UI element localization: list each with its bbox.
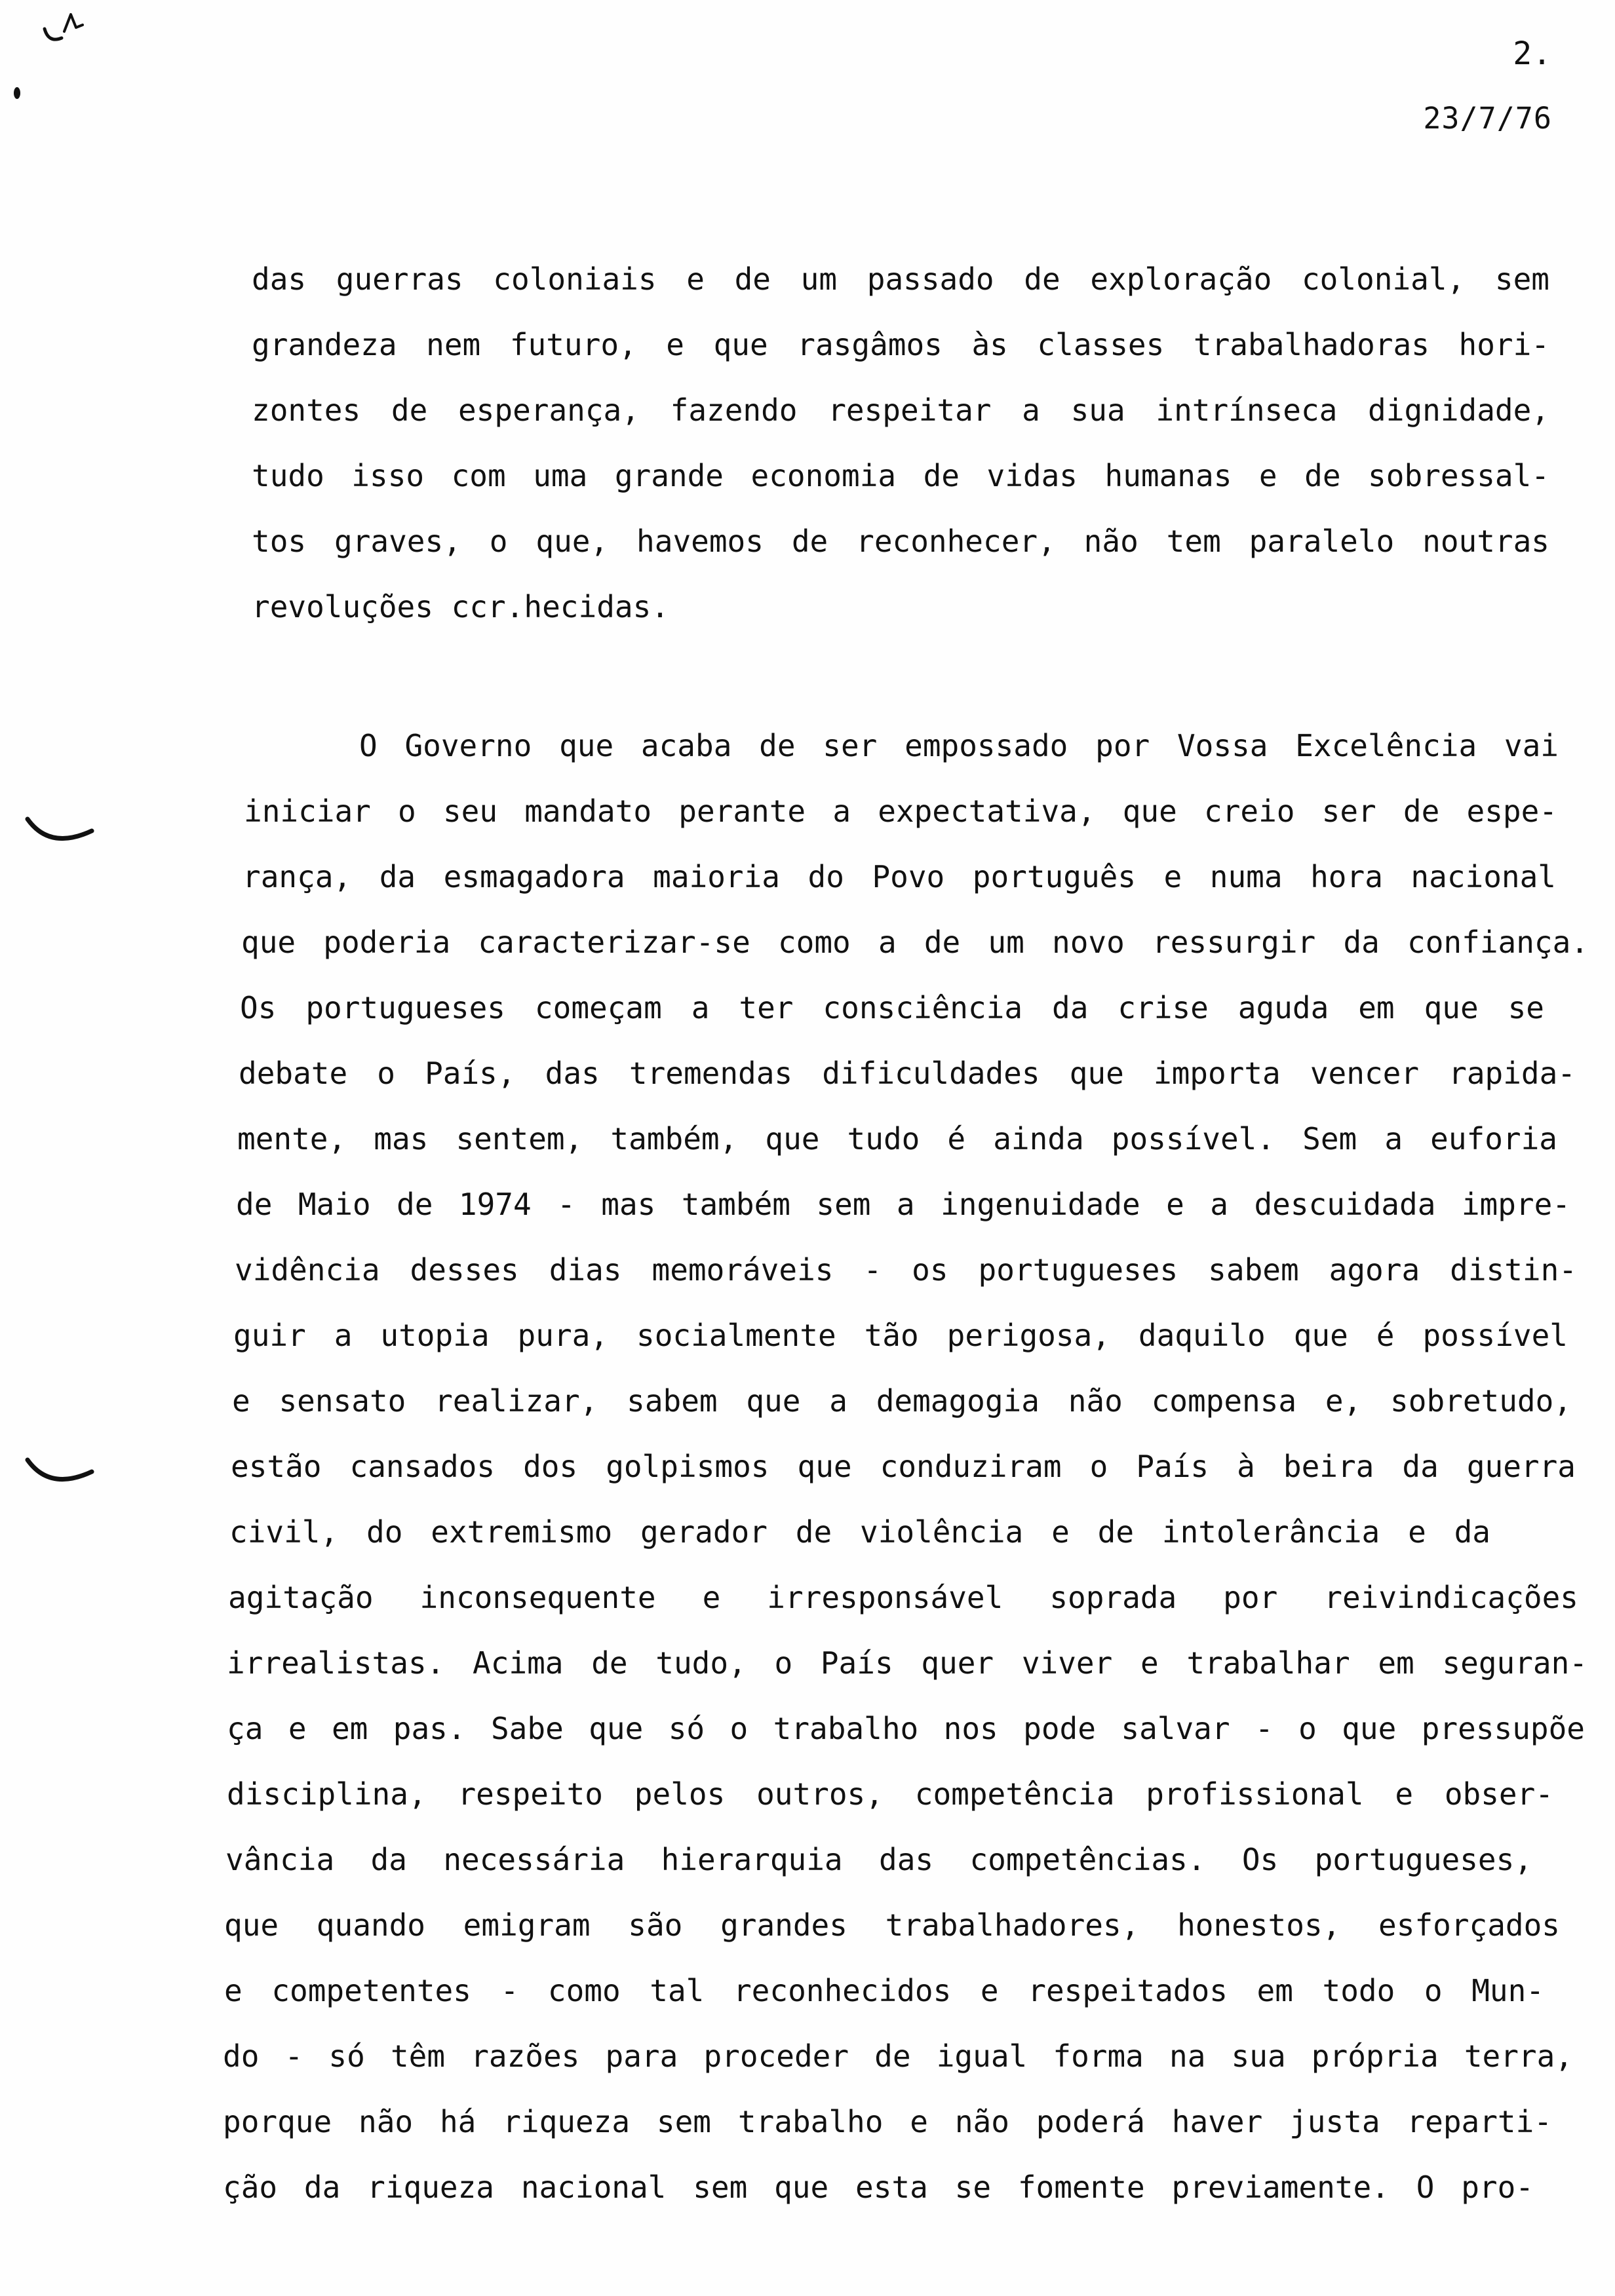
binder-hole-mark xyxy=(24,813,96,852)
binder-hole-mark xyxy=(24,1453,96,1493)
text-line: zontes de esperança, fazendo respeitar a sua intrínseca dignidade, xyxy=(252,392,1549,428)
text-line: vância da necessária hierarquia das competências. Os portugueses, xyxy=(225,1842,1532,1877)
text-line: mente, mas sentem, também, que tudo é ainda possível. Sem a euforia xyxy=(237,1121,1557,1157)
handwritten-mark xyxy=(39,9,98,55)
text-line: estão cansados dos golpismos que conduziram o País à beira da guerra xyxy=(231,1449,1576,1484)
text-line: do - só têm razões para proceder de igual forma na sua própria terra, xyxy=(223,2038,1573,2074)
text-line: guir a utopia pura, socialmente tão perigosa, daquilo que é possível xyxy=(233,1318,1568,1353)
text-line: e competentes - como tal reconhecidos e respeitados em todo o Mun- xyxy=(224,1973,1544,2008)
text-line: rança, da esmagadora maioria do Povo português e numa hora nacional xyxy=(243,859,1556,894)
text-line: porque não há riqueza sem trabalho e não poderá haver justa reparti- xyxy=(223,2104,1552,2139)
page-number: 2. xyxy=(1513,35,1552,72)
text-line: tudo isso com uma grande economia de vidas humanas e de sobressal- xyxy=(252,458,1549,493)
text-line: de Maio de 1974 - mas também sem a ingenuidade e a descuidada impre- xyxy=(236,1187,1570,1222)
text-line: civil, do extremismo gerador de violência e de intolerância e da xyxy=(229,1514,1490,1550)
text-line: e sensato realizar, sabem que a demagogia não compensa e, sobretudo, xyxy=(232,1383,1572,1419)
text-line: Os portugueses começam a ter consciência da crise aguda em que se xyxy=(240,990,1544,1025)
text-line: debate o País, das tremendas dificuldades que importa vencer rapida- xyxy=(239,1056,1576,1091)
text-line: disciplina, respeito pelos outros, competência profissional e obser- xyxy=(227,1776,1553,1812)
text-line: iniciar o seu mandato perante a expectativa, que creio ser de espe- xyxy=(244,794,1557,829)
text-line: O Governo que acaba de ser empossado por Vossa Excelência vai xyxy=(359,728,1559,763)
text-line: que poderia caracterizar-se como a de um novo ressurgir da confiança. xyxy=(241,925,1589,960)
text-line: vidência desses dias memoráveis - os portugueses sabem agora distin- xyxy=(235,1252,1577,1288)
text-line: grandeza nem futuro, e que rasgâmos às classes trabalhadoras hori- xyxy=(252,327,1549,362)
text-line: revoluções ccr.hecidas. xyxy=(252,589,669,624)
ink-dot xyxy=(12,85,22,101)
text-line: tos graves, o que, havemos de reconhecer, não tem paralelo noutras xyxy=(252,524,1549,559)
text-line: que quando emigram são grandes trabalhadores, honestos, esforçados xyxy=(224,1907,1560,1943)
text-line: das guerras coloniais e de um passado de exploração colonial, sem xyxy=(252,261,1549,297)
text-line: ção da riqueza nacional sem que esta se fomente previamente. O pro- xyxy=(223,2170,1534,2205)
document-date: 23/7/76 xyxy=(1423,101,1552,136)
text-line: ça e em pas. Sabe que só o trabalho nos pode salvar - o que pressupõe xyxy=(227,1711,1585,1746)
text-line: agitação inconsequente e irresponsável soprada por reivindicações xyxy=(228,1580,1578,1615)
text-line: irrealistas. Acima de tudo, o País quer viver e trabalhar em seguran- xyxy=(227,1645,1587,1681)
